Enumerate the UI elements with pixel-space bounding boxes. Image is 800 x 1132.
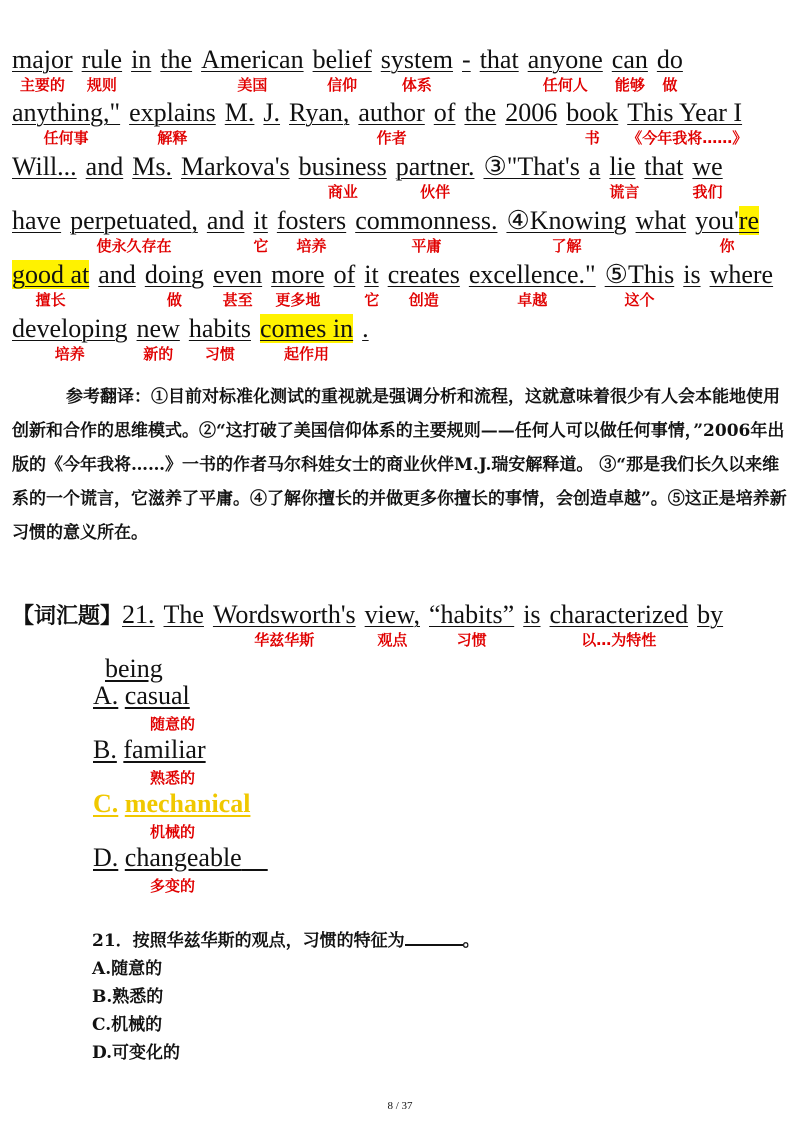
- passage-word: [86, 152, 124, 182]
- passage-word: [387, 260, 460, 309]
- vocab-question-words: [122, 600, 732, 649]
- passage-word: [527, 45, 603, 94]
- passage-line: [12, 260, 782, 309]
- word-english: new: [136, 314, 180, 343]
- passage-word: [98, 260, 136, 290]
- word-english: have: [12, 206, 62, 235]
- word-english: that: [644, 152, 684, 181]
- word-english: you're: [695, 206, 759, 235]
- vocab-option: [93, 735, 206, 765]
- passage-word: [263, 98, 280, 128]
- passage-word: [483, 152, 579, 182]
- passage-word: [355, 206, 498, 255]
- word-english: commonness.: [355, 206, 498, 235]
- passage-word: [12, 152, 77, 182]
- word-english: the: [160, 45, 193, 74]
- answer-blank: [405, 928, 463, 946]
- question-word: [697, 600, 723, 630]
- word-gloss: 培养: [54, 345, 85, 363]
- passage-word: [395, 152, 475, 201]
- word-english: 2006: [505, 98, 558, 127]
- option-letter: B.: [93, 735, 117, 764]
- passage-word: [656, 45, 683, 94]
- word-gloss: 创造: [408, 291, 439, 309]
- word-english: partner.: [395, 152, 475, 181]
- word-english: major: [12, 45, 73, 74]
- word-gloss: 美国: [237, 76, 268, 94]
- passage-word: [289, 98, 349, 128]
- passage-word: [12, 98, 121, 147]
- translation-label: 参考翻译：: [66, 387, 151, 407]
- passage-word: [132, 152, 172, 182]
- word-gloss: 习惯: [204, 345, 235, 363]
- word-english: in: [131, 45, 152, 74]
- word-english: good at: [12, 260, 90, 289]
- word-english: it: [364, 260, 379, 289]
- passage-line: [12, 206, 768, 255]
- passage-word: [468, 260, 596, 309]
- passage-line: [12, 45, 692, 94]
- word-english: Ms.: [132, 152, 172, 181]
- word-gloss: 它: [253, 237, 269, 255]
- passage-word: [627, 98, 748, 147]
- passage-word: [334, 260, 356, 290]
- word-english: and: [98, 260, 136, 289]
- vocab-question-tail: being: [105, 654, 163, 683]
- word-english: This Year I: [627, 98, 743, 127]
- word-english: of: [433, 98, 456, 127]
- passage-word: [70, 206, 198, 255]
- word-english: habits: [188, 314, 251, 343]
- passage-word: [464, 98, 496, 128]
- passage-word: [380, 45, 454, 94]
- word-english: Markova's: [180, 152, 290, 181]
- word-gloss: 书: [584, 129, 600, 147]
- word-english: ③"That's: [483, 152, 580, 181]
- word-english: J.: [263, 98, 281, 127]
- passage-word: [611, 45, 648, 94]
- word-english: perpetuated,: [70, 206, 198, 235]
- word-gloss: 你: [719, 237, 735, 255]
- word-english: is: [683, 260, 701, 289]
- option-gloss: 多变的: [150, 877, 196, 895]
- word-english: business: [298, 152, 387, 181]
- word-english: rule: [81, 45, 123, 74]
- option-letter: C.: [93, 789, 119, 818]
- passage-word: [259, 314, 354, 363]
- passage-word: [181, 152, 290, 182]
- word-english: view,: [364, 600, 420, 629]
- passage-word: [276, 206, 347, 255]
- passage-word: [81, 45, 123, 94]
- passage-word: [589, 152, 601, 182]
- word-english: it: [253, 206, 268, 235]
- word-gloss: 更多地: [275, 291, 321, 309]
- word-gloss: 主要的: [19, 76, 65, 94]
- cn-option-a: A.随意的: [92, 959, 163, 979]
- word-gloss: 培养: [296, 237, 327, 255]
- question-word: [523, 600, 540, 630]
- vocab-question: [12, 600, 732, 649]
- passage-word: [188, 314, 251, 363]
- word-english: M.: [224, 98, 255, 127]
- word-english: comes in: [259, 314, 354, 343]
- cn-option-c: C.机械的: [92, 1015, 163, 1035]
- option-text: casual: [124, 681, 190, 710]
- passage-word: [362, 314, 369, 344]
- passage-word: [225, 98, 255, 128]
- word-english: ⑤This: [604, 260, 675, 289]
- passage-word: [364, 260, 380, 309]
- word-gloss: 伙伴: [420, 183, 451, 201]
- word-english: can: [611, 45, 648, 74]
- word-gloss: 体系: [401, 76, 432, 94]
- word-english: lie: [609, 152, 636, 181]
- word-gloss: 观点: [377, 631, 408, 649]
- translation-text: ①目前对标准化测试的重视就是强调分析和流程，这就意味着很少有人会本能地使用创新和合作的思维模式。②“这打破了美国信仰体系的主要规则——任何人可以做任何事情，”2006年出版的《今年我将……》一书的作者马尔科娃女士的商业伙伴M.J.瑞安解释道。 ③“那是我们长久以来维系的一个谎言，它滋养了平庸。④了解你擅长的并做更多你擅长的事情，会创造卓越”。⑤这正是培养新习惯的意义所在。: [12, 387, 787, 543]
- word-english: -: [462, 45, 471, 74]
- passage-word: [136, 314, 180, 363]
- passage-word: [683, 260, 700, 290]
- word-gloss: 以…为特性: [581, 631, 657, 649]
- word-english: American: [201, 45, 304, 74]
- word-english: more: [271, 260, 325, 289]
- passage-word: [12, 260, 90, 309]
- passage-word: [710, 260, 774, 290]
- passage-word: [566, 98, 619, 147]
- option-text: mechanical: [124, 789, 251, 818]
- word-gloss: 做: [166, 291, 182, 309]
- word-english: creates: [387, 260, 460, 289]
- passage-word: [609, 152, 640, 201]
- passage-word: [604, 260, 675, 309]
- word-gloss: 作者: [376, 129, 407, 147]
- passage-word: [160, 45, 192, 75]
- passage-word: [505, 98, 557, 128]
- word-english: anyone: [527, 45, 603, 74]
- word-gloss: 谎言: [609, 183, 640, 201]
- word-gloss: 擅长: [35, 291, 66, 309]
- word-english: Wordsworth's: [212, 600, 356, 629]
- word-english: belief: [312, 45, 372, 74]
- word-english: anything,": [12, 98, 121, 127]
- vocab-option: [93, 681, 190, 711]
- word-gloss: 它: [364, 291, 380, 309]
- word-english: “habits”: [429, 600, 515, 629]
- word-english: the: [464, 98, 497, 127]
- word-gloss: 起作用: [284, 345, 330, 363]
- passage-line: [12, 152, 732, 201]
- word-english: fosters: [276, 206, 347, 235]
- passage-word: [434, 98, 456, 128]
- word-english: doing: [144, 260, 205, 289]
- question-word: [122, 600, 155, 630]
- passage-word: [644, 152, 683, 182]
- passage-word: [12, 45, 73, 94]
- passage-word: [12, 314, 128, 363]
- word-gloss: 平庸: [411, 237, 442, 255]
- passage-word: [144, 260, 205, 309]
- word-english: we: [692, 152, 723, 181]
- passage-word: [253, 206, 269, 255]
- word-gloss: 商业: [327, 183, 358, 201]
- vocab-tag: 【词汇题】: [12, 604, 123, 629]
- word-english: system: [380, 45, 454, 74]
- word-english: where: [709, 260, 774, 289]
- word-gloss: 了解: [551, 237, 582, 255]
- vocab-option: [93, 789, 250, 819]
- word-english: developing: [12, 314, 128, 343]
- passage-word: [129, 98, 216, 147]
- cn-option-b: B.熟悉的: [92, 987, 164, 1007]
- passage-word: [207, 206, 245, 236]
- word-gloss: 解释: [157, 129, 188, 147]
- word-gloss: 华兹华斯: [254, 631, 315, 649]
- option-gloss: 熟悉的: [150, 769, 196, 787]
- word-english: and: [85, 152, 124, 181]
- word-gloss: 信仰: [327, 76, 358, 94]
- question-word: [212, 600, 356, 649]
- option-letter: D.: [93, 843, 119, 872]
- word-english: ④Knowing: [506, 206, 627, 235]
- word-english: what: [635, 206, 687, 235]
- word-english: author: [358, 98, 425, 127]
- passage-word: [692, 152, 723, 201]
- word-gloss: 使永久存在: [96, 237, 172, 255]
- option-gloss: 随意的: [150, 715, 196, 733]
- word-english: book: [566, 98, 619, 127]
- word-english: do: [656, 45, 683, 74]
- word-english: Will...: [12, 152, 77, 181]
- passage-word: [462, 45, 471, 75]
- word-english: is: [523, 600, 541, 629]
- passage-word: [695, 206, 759, 255]
- vocab-option: [93, 843, 268, 873]
- word-english: of: [333, 260, 356, 289]
- word-gloss: 我们: [692, 183, 723, 201]
- passage-word: [636, 206, 687, 236]
- word-english: excellence.": [468, 260, 596, 289]
- word-gloss: 做: [662, 76, 678, 94]
- passage-line: [12, 98, 751, 147]
- word-english: .: [362, 314, 369, 343]
- word-gloss: 任何人: [542, 76, 588, 94]
- passage-word: [312, 45, 372, 94]
- passage-word: [506, 206, 627, 255]
- word-gloss: 甚至: [222, 291, 253, 309]
- option-text: familiar: [123, 735, 206, 764]
- question-word: [364, 600, 420, 649]
- word-gloss: 这个: [624, 291, 655, 309]
- word-english: that: [479, 45, 519, 74]
- reference-translation: [12, 380, 788, 550]
- cn-question-stem: 21．按照华兹华斯的观点，习惯的特征为 。: [92, 928, 480, 954]
- question-word: [429, 600, 515, 649]
- cn-option-d: D.可变化的: [92, 1043, 181, 1063]
- passage-word: [131, 45, 151, 75]
- passage-word: [298, 152, 387, 201]
- option-letter: A.: [93, 681, 119, 710]
- passage-word: [201, 45, 304, 94]
- passage-word: [12, 206, 61, 236]
- word-gloss: 能够: [614, 76, 645, 94]
- word-english: characterized: [549, 600, 689, 629]
- passage-word: [480, 45, 519, 75]
- passage-word: [271, 260, 325, 309]
- word-gloss: 卓越: [517, 291, 548, 309]
- word-english: explains: [129, 98, 216, 127]
- word-gloss: 任何事: [43, 129, 89, 147]
- word-gloss: 规则: [86, 76, 117, 94]
- word-english: by: [697, 600, 724, 629]
- passage-word: [358, 98, 425, 147]
- word-english: Ryan,: [289, 98, 350, 127]
- option-text: changeable: [124, 843, 242, 872]
- option-gloss: 机械的: [150, 823, 196, 841]
- word-gloss: 《今年我将……》: [627, 129, 748, 147]
- word-english: The: [163, 600, 204, 629]
- word-gloss: 习惯: [456, 631, 487, 649]
- word-english: and: [206, 206, 245, 235]
- passage-line: [12, 314, 378, 363]
- word-english: 21.: [122, 600, 155, 629]
- word-gloss: 新的: [143, 345, 174, 363]
- question-word: [164, 600, 204, 630]
- word-english: even: [213, 260, 263, 289]
- question-word: [549, 600, 689, 649]
- page-number: 8 / 37: [387, 1100, 413, 1112]
- word-english: a: [588, 152, 601, 181]
- passage-word: [213, 260, 263, 309]
